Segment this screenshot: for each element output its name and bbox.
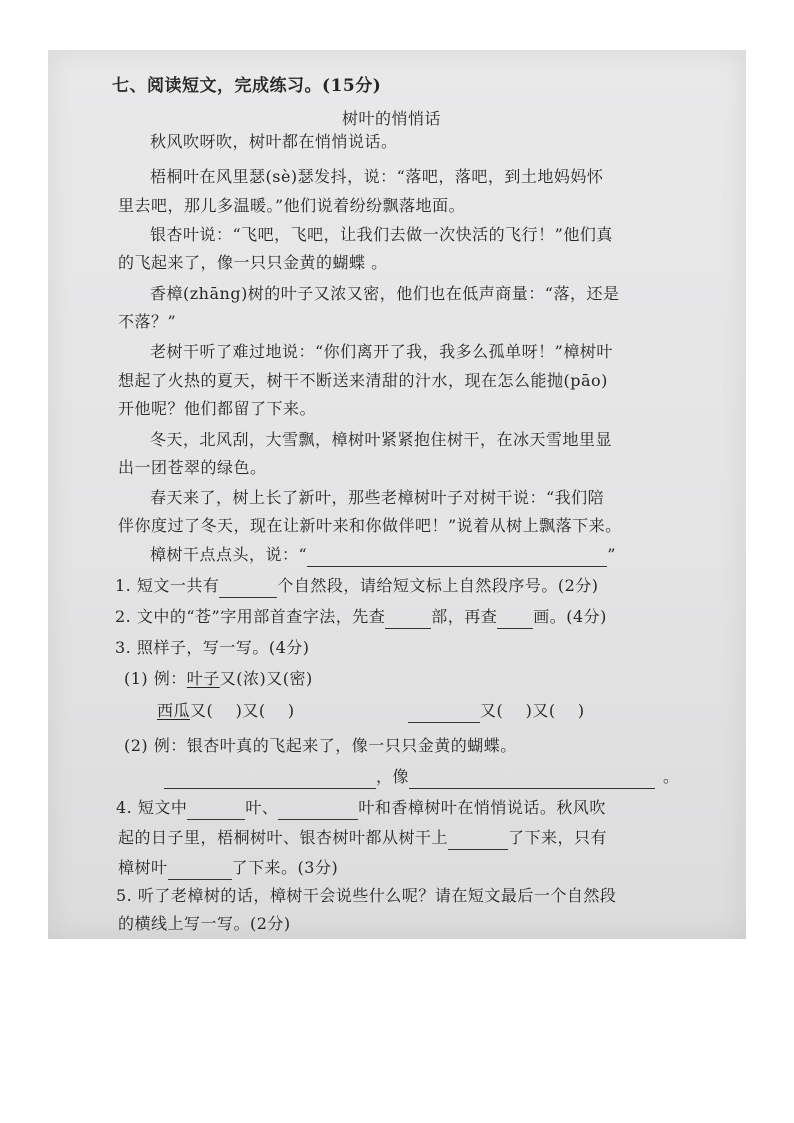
question-4-text-b: 叶、 (245, 798, 279, 817)
question-4-text-c: 叶和香樟树叶在悄悄说话。秋风吹 (358, 798, 606, 817)
question-4-text-a: 4. 短文中 (116, 798, 188, 817)
paragraph-4-line-2: 不落？” (118, 312, 177, 331)
paragraph-1: 秋风吹呀吹，树叶都在悄悄说话。 (150, 132, 398, 151)
question-3-2-example: (2) 例：银杏叶真的飞起来了，像一只只金黄的蝴蝶。 (124, 736, 517, 755)
question-3-2-exercise (164, 765, 680, 789)
paragraph-5-line-3: 开他呢？他们都留了下来。 (118, 399, 317, 418)
answer-blank-q1[interactable] (219, 579, 277, 598)
question-3-1-exercise (157, 699, 295, 723)
question-2-text-a: 2. 文中的“苍”字用部首查字法，先查 (115, 607, 386, 626)
paragraph-8-text: 樟树干点点头，说：“ (150, 545, 308, 564)
question-3-2-mid: ，像 (376, 767, 410, 786)
answer-blank-q4-c[interactable] (448, 831, 508, 850)
question-2-text-c: 画。(4分) (533, 607, 607, 626)
paragraph-2-line-2: 里去吧，那儿多温暖。”他们说着纷纷飘落地面。 (118, 196, 466, 215)
question-4-text-g: 了下来。(3分) (231, 858, 339, 877)
question-3: 3. 照样子，写一写。(4分) (115, 638, 310, 657)
answer-blank-q3-2-b[interactable] (409, 770, 655, 789)
question-4-line-2 (118, 826, 607, 850)
paragraph-8-close-quote: ” (607, 545, 616, 564)
question-3-1-exercise-2 (408, 699, 585, 723)
paragraph-3-line-1: 银杏叶说：“飞吧，飞吧，让我们去做一次快活的飞行！”他们真 (150, 225, 613, 244)
paragraph-3-line-2: 的飞起来了，像一只只金黄的蝴蝶 。 (118, 253, 388, 272)
paragraph-6-line-1: 冬天，北风刮，大雪飘，樟树叶紧紧抱住树干，在冰天雪地里显 (150, 430, 613, 449)
question-4-line-3 (118, 856, 338, 880)
section-heading: 七、阅读短文，完成练习。(15分) (112, 76, 382, 96)
question-5-line-2: 的横线上写一写。(2分) (118, 914, 291, 933)
question-2 (115, 605, 607, 629)
question-3-1-rest-2: 又( )又( ) (480, 701, 585, 720)
question-4-text-e: 了下来，只有 (508, 828, 608, 847)
question-1-text-a: 1. 短文一共有 (115, 576, 220, 595)
answer-blank-q4-d[interactable] (168, 861, 232, 880)
paragraph-2-line-1: 梧桐叶在风里瑟(sè)瑟发抖，说：“落吧，落吧，到土地妈妈怀 (150, 167, 604, 186)
answer-blank-q2-strokes[interactable] (497, 610, 533, 629)
answer-blank-q5[interactable] (307, 548, 607, 567)
question-3-1-example (124, 667, 313, 691)
passage-title: 树叶的悄悄话 (342, 109, 442, 128)
answer-blank-q2-radical[interactable] (385, 610, 431, 629)
question-1-text-b: 个自然段，请给短文标上自然段序号。(2分) (277, 576, 599, 595)
paragraph-5-line-1: 老树干听了难过地说：“你们离开了我，我多么孤单呀！”樟树叶 (150, 342, 613, 361)
question-3-1-word: 西瓜 (157, 701, 191, 720)
paragraph-7-line-1: 春天来了，树上长了新叶，那些老樟树叶子对树干说：“我们陪 (150, 488, 605, 507)
question-3-1-example-word: 叶子 (186, 669, 220, 688)
answer-blank-q3-2-a[interactable] (164, 770, 376, 789)
question-5-line-1: 5. 听了老樟树的话，樟树干会说些什么呢？请在短文最后一个自然段 (116, 886, 617, 905)
paragraph-4-line-1: 香樟(zhāng)树的叶子又浓又密，他们也在低声商量：“落，还是 (150, 284, 620, 303)
question-3-1-example-rest: 又(浓)又(密) (219, 669, 313, 688)
question-1 (115, 574, 599, 598)
paragraph-6-line-2: 出一团苍翠的绿色。 (118, 458, 267, 477)
question-3-1-rest: 又( )又( ) (190, 701, 295, 720)
question-3-2-end: 。 (663, 767, 680, 786)
question-4-text-f: 樟树叶 (118, 858, 168, 877)
question-2-text-b: 部，再查 (431, 607, 498, 626)
paragraph-7-line-2: 伴你度过了冬天，现在让新叶来和你做伴吧！”说着从树上飘落下来。 (118, 516, 622, 535)
paragraph-5-line-2: 想起了火热的夏天，树干不断送来清甜的汁水，现在怎么能抛(pāo) (118, 371, 608, 390)
question-3-1-label: (1) 例： (124, 669, 187, 688)
answer-blank-q4-b[interactable] (278, 801, 358, 820)
paragraph-8 (150, 543, 616, 567)
question-4-line-1 (116, 796, 606, 820)
question-4-text-d: 起的日子里，梧桐树叶、银杏树叶都从树干上 (118, 828, 449, 847)
answer-blank-q3-1-word[interactable] (408, 704, 480, 723)
answer-blank-q4-a[interactable] (187, 801, 245, 820)
